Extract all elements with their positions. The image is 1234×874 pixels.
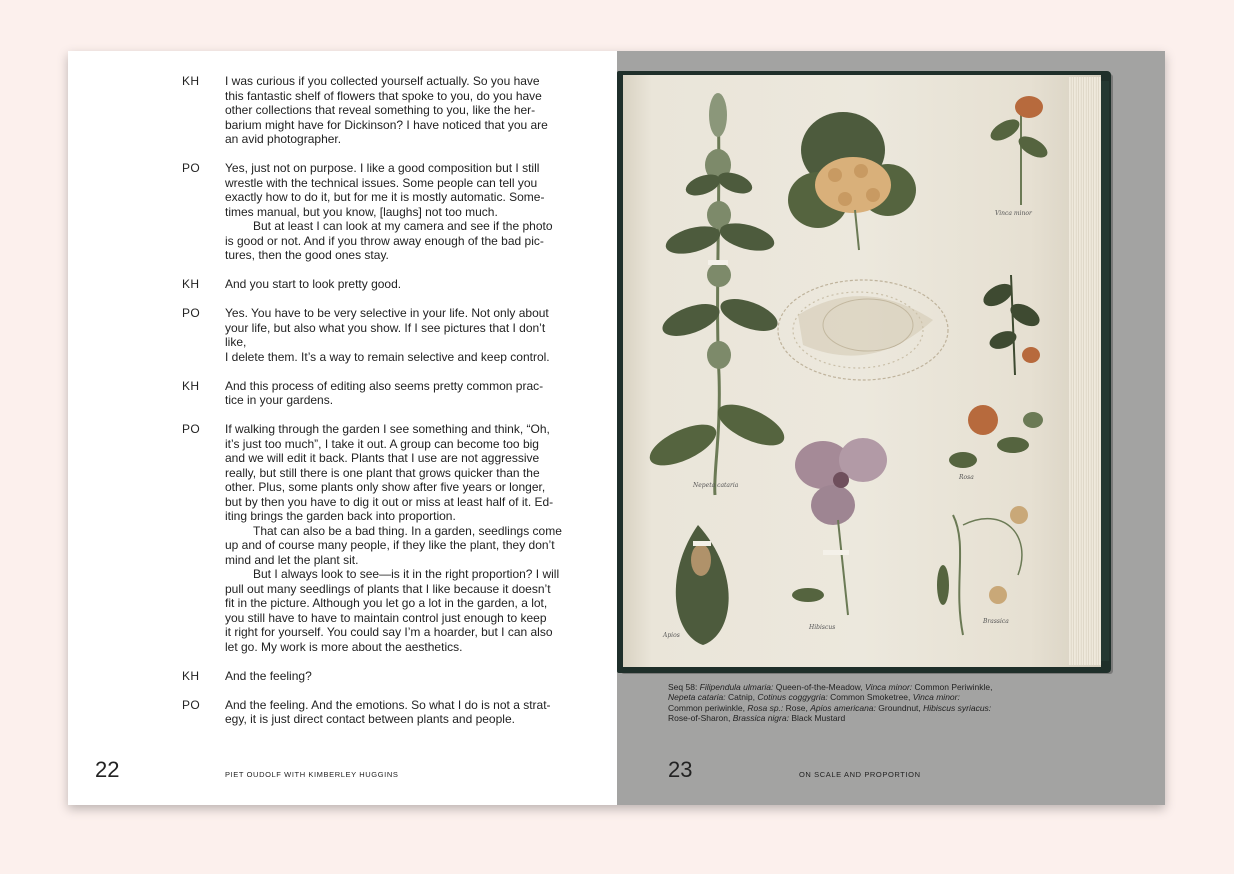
- hibiscus-syriacus-specimen: [792, 438, 887, 615]
- specimen-label-hibiscus: Hibiscus: [809, 624, 836, 631]
- transcript-entry: [68, 422, 617, 654]
- transcript-entry: [68, 306, 617, 364]
- left-page: [68, 51, 617, 805]
- filipendula-ulmaria-specimen: [788, 112, 916, 250]
- vinca-minor-specimen-top: [987, 96, 1051, 217]
- speaker-initials: KH: [182, 668, 200, 683]
- speaker-initials: PO: [182, 422, 201, 436]
- dialogue-paragraph: But at least I can look at my camera and see if the photo is good or not. And if you throw away enough of the bad pic- tures, then the good ones stay.: [225, 219, 553, 262]
- dialogue-paragraph: And the feeling?: [225, 668, 312, 683]
- dialogue-paragraph: And you start to look pretty good.: [225, 277, 402, 291]
- speaker-initials: PO: [182, 697, 201, 712]
- right-page: [617, 51, 1165, 805]
- herbarium-page: [623, 75, 1101, 667]
- apios-americana-specimen: [676, 525, 729, 645]
- specimen-label-apios: Apios: [663, 632, 680, 639]
- dialogue-paragraph: And this process of editing also seems pretty common prac- tice in your gardens.: [225, 378, 544, 407]
- dialogue-paragraph: That can also be a bad thing. In a garden, seedlings come up and of course many people, if they like the plant, they don’t mind and let the plant sit.: [225, 523, 562, 567]
- book-page-edges: [1069, 77, 1101, 665]
- brassica-nigra-specimen: [937, 506, 1028, 635]
- dialogue-paragraph: I was curious if you collected yourself actually. So you have this fantastic shelf of flowers that spoke to you, do you have other collections that reveal something to you, like the her- barium might have for Dickinson? I have noticed that you are an avid photographer.: [225, 74, 548, 146]
- dialogue-paragraph: But I always look to see—is it in the right proportion? I will pull out many seedlings of plants that I like because it doesn’t fit in the picture. Although you let go a lot in the garden, a lot, you still have to have to maintain control just enough to keep it right for yourself. You could say I’m a hoarder, but I can also let go. My work is more about the aesthetics.: [225, 567, 560, 654]
- transcript-entry: [68, 669, 617, 684]
- specimen-label-vinca: Vinca minor: [995, 210, 1032, 217]
- transcript-entry: [68, 161, 617, 263]
- pressed-specimens-illustration: [623, 75, 1101, 667]
- dialogue-paragraph: Yes. You have to be very selective in your life. Not only about your life, but also what you show. If I see pictures that I don’t like, I delete them. It’s a way to remain selective and keep control.: [225, 306, 550, 364]
- transcript-entry: [68, 74, 617, 147]
- transcript-entry: [68, 379, 617, 408]
- page-number-left: 22: [95, 757, 120, 782]
- dialogue-paragraph: If walking through the garden I see something and think, “Oh, it’s just too much”, I take it out. A group can become too big and we will edit it back. Plants that I use are not aggressive really, but still there is one plant that grows quicker than the other. Plus, some plants only show after five years or longer, but by then you have to dig it out or miss at least half of it. Ed- iting brings the garden back into proportion.: [225, 422, 554, 523]
- transcript-entry: [68, 277, 617, 292]
- page-number-right: 23: [668, 757, 693, 782]
- specimen-label-nepeta: Nepeta cataria: [693, 482, 739, 489]
- cotinus-coggygria-specimen: [778, 280, 948, 380]
- herbarium-book-photo: [617, 71, 1113, 674]
- speaker-initials: PO: [182, 161, 201, 175]
- dialogue-paragraph: And the feeling. And the emotions. So what I do is not a strat- egy, it is just direct contact between plants and people.: [225, 697, 551, 726]
- book-spread: [68, 51, 1165, 805]
- speaker-initials: PO: [182, 306, 201, 320]
- interview-transcript: [68, 74, 617, 741]
- figure-caption: Seq 58: Filipendula ulmaria: Queen-of-the-Meadow, Vinca minor: Common Periwinkle, Nepeta cataria: Catnip, Cotinus coggygria: Common Smoketree, Vinca minor: Common periwinkle, Rosa sp.: Rose, Apios americana: Groundnut, Hibiscus syriacus: Rose-of-Sharon, Brassica nigra: Black Mustard: [668, 682, 993, 723]
- rosa-specimen: [949, 405, 1043, 468]
- specimen-label-brassica: Brassica: [983, 618, 1009, 625]
- speaker-initials: KH: [182, 277, 200, 291]
- speaker-initials: KH: [182, 378, 200, 393]
- transcript-entry: [68, 698, 617, 727]
- running-head-right: ON SCALE AND PROPORTION: [799, 770, 921, 779]
- running-head-left: PIET OUDOLF WITH KIMBERLEY HUGGINS: [225, 770, 399, 779]
- nepeta-cataria-specimen: [644, 93, 790, 495]
- speaker-initials: KH: [182, 74, 200, 88]
- dialogue-paragraph: Yes, just not on purpose. I like a good composition but I still wrestle with the technical issues. Some people can tell you exactly how to do it, but for me it is mostly automatic. Some- times manual, but you know, [laughs] not too much.: [225, 161, 545, 219]
- vinca-minor-specimen-middle: [980, 275, 1044, 375]
- specimen-label-rosa: Rosa: [959, 474, 974, 481]
